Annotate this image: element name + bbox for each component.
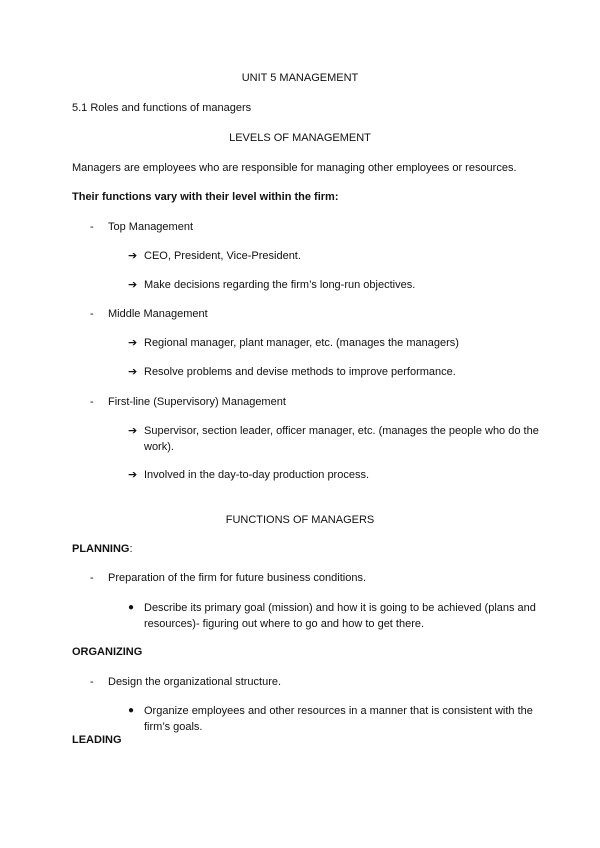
level-firstline-point: Involved in the day-to-day production process. — [144, 469, 370, 481]
arrow-icon: ➔ — [128, 337, 138, 349]
level-top-point: CEO, President, Vice-President. — [144, 250, 301, 262]
level-middle-label: Middle Management — [108, 308, 208, 320]
level-top-point: Make decisions regarding the firm’s long-run objectives. — [144, 279, 416, 291]
level-middle-point: Resolve problems and devise methods to improve performance. — [144, 366, 456, 378]
arrow-icon: ➔ — [128, 469, 138, 481]
function-planning-colon: : — [129, 543, 133, 555]
dash-marker: - — [90, 572, 94, 584]
functions-heading: FUNCTIONS OF MANAGERS — [225, 514, 375, 526]
function-planning-heading — [72, 542, 133, 556]
arrow-icon: ➔ — [128, 366, 138, 378]
document-title: UNIT 5 MANAGEMENT — [241, 72, 359, 84]
dash-marker: - — [90, 676, 94, 688]
level-firstline-point: Supervisor, section leader, officer manager, etc. (manages the people who do the work). — [144, 425, 539, 453]
function-planning-detail: Describe its primary goal (mission) and how it is going to be achieved (plans and resources)- figuring out where to go and how to get there. — [144, 602, 536, 630]
levels-heading: LEVELS OF MANAGEMENT — [229, 132, 371, 144]
function-planning-item: Preparation of the firm for future business conditions. — [108, 572, 367, 584]
dash-marker: - — [90, 308, 94, 320]
level-top-label: Top Management — [108, 221, 193, 233]
function-planning-name: PLANNING — [72, 543, 130, 555]
arrow-icon: ➔ — [128, 279, 138, 291]
levels-subheading: Their functions vary with their level within the firm: — [72, 191, 339, 203]
dash-marker: - — [90, 396, 94, 408]
function-organizing-item: Design the organizational structure. — [108, 676, 282, 688]
arrow-icon: ➔ — [128, 250, 138, 262]
arrow-icon: ➔ — [128, 425, 138, 437]
dash-marker: - — [90, 221, 94, 233]
level-middle-point: Regional manager, plant manager, etc. (manages the managers) — [144, 337, 459, 349]
bullet-icon: ● — [128, 705, 135, 716]
section-heading: 5.1 Roles and functions of managers — [72, 102, 252, 114]
function-leading-heading: LEADING — [72, 734, 122, 746]
level-firstline-label: First-line (Supervisory) Management — [108, 396, 286, 408]
intro-paragraph: Managers are employees who are responsible for managing other employees or resources. — [72, 162, 517, 174]
bullet-icon: ● — [128, 602, 135, 613]
function-organizing-detail: Organize employees and other resources in a manner that is consistent with the firm’s goals. — [144, 705, 533, 733]
function-organizing-heading: ORGANIZING — [72, 646, 143, 658]
